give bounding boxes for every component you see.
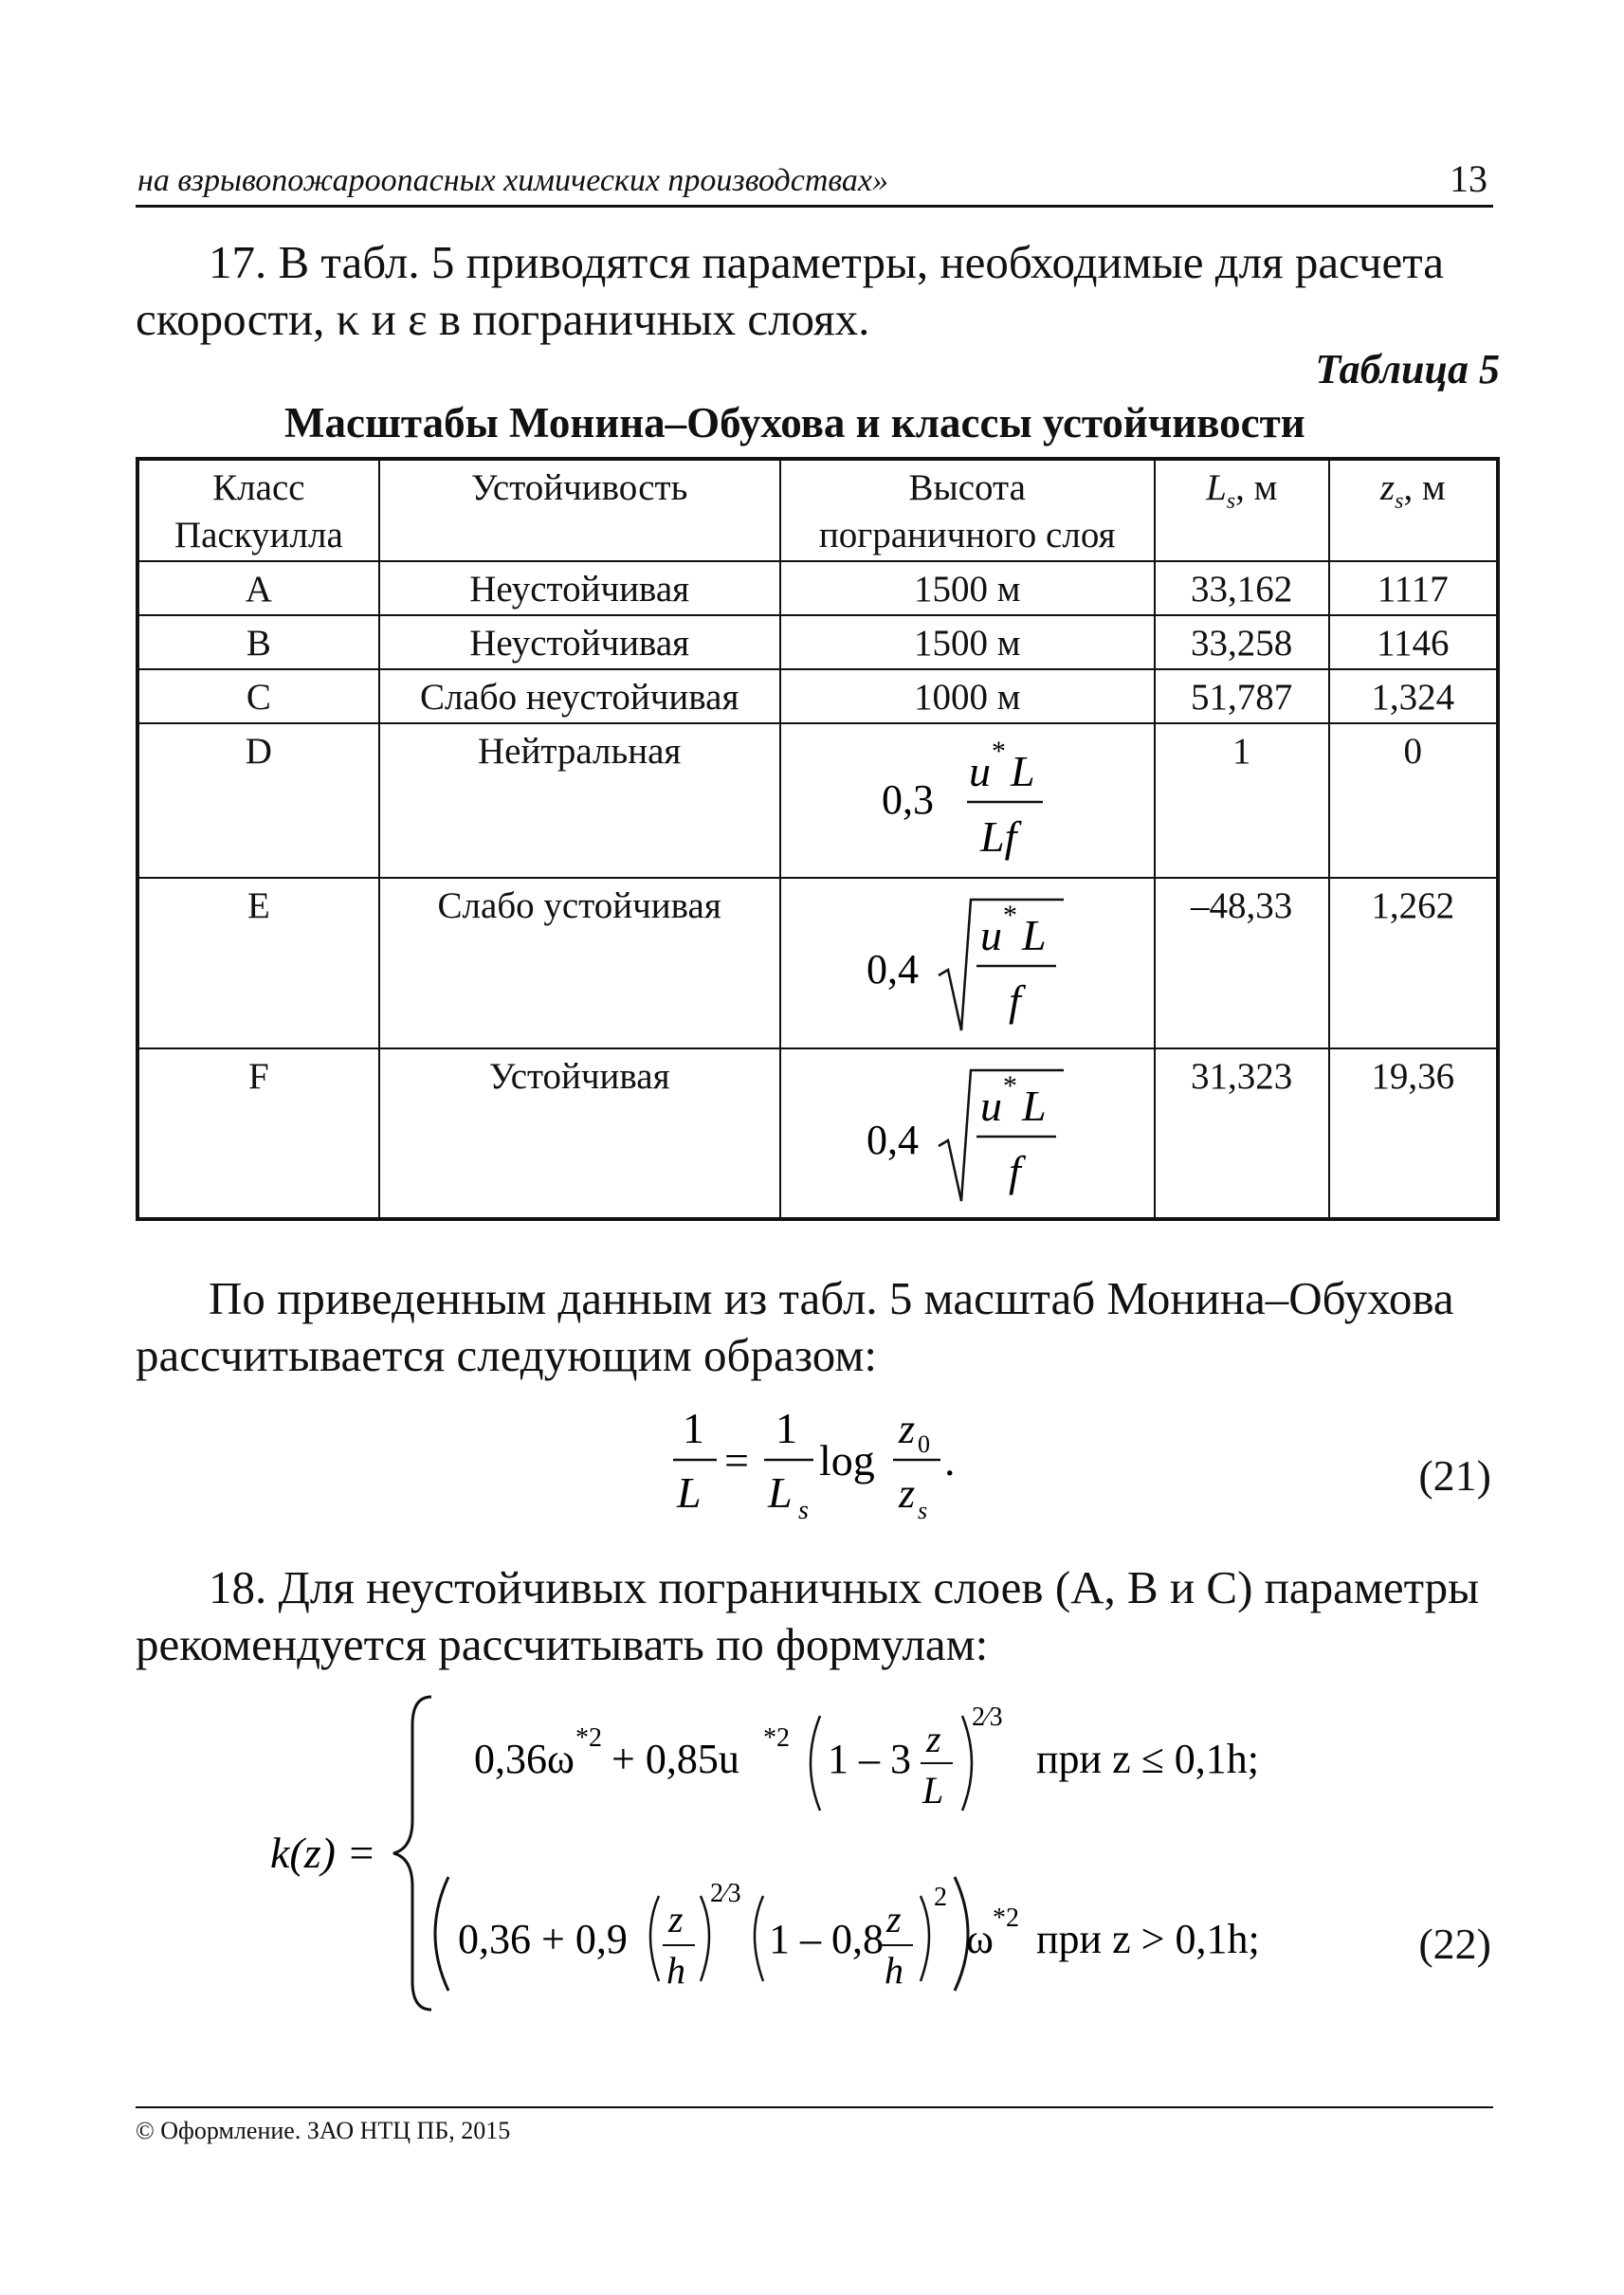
svg-text:f: f (1009, 1147, 1021, 1195)
cell-zs: 1146 (1329, 615, 1498, 669)
cell-ls: 51,787 (1155, 669, 1329, 723)
svg-text:log: log (819, 1436, 875, 1484)
svg-text:2: 2 (934, 1883, 947, 1912)
cell-height: 1000 м (780, 669, 1155, 723)
cell-class: F (137, 1048, 379, 1219)
svg-text:1 – 0,8: 1 – 0,8 (769, 1916, 884, 1962)
cell-stability: Устойчивая (379, 1048, 780, 1219)
cell-ls: –48,33 (1155, 878, 1329, 1048)
table-row (137, 878, 1498, 1048)
equation-21 (664, 1393, 986, 1536)
svg-text:ω: ω (966, 1916, 994, 1962)
svg-text:h: h (666, 1949, 685, 1992)
svg-text:=: = (724, 1436, 749, 1484)
table-row (137, 669, 1498, 723)
table-label: Таблица 5 (1315, 346, 1500, 392)
svg-text:L: L (1022, 911, 1047, 959)
cell-ls: 33,258 (1155, 615, 1329, 669)
svg-text:Lf: Lf (980, 812, 1017, 861)
cell-class: B (137, 615, 379, 669)
cell-stability: Слабо неустойчивая (379, 669, 780, 723)
svg-text:z: z (668, 1898, 684, 1940)
header-stability: Устойчивость (379, 459, 780, 561)
svg-text:0,36ω: 0,36ω (474, 1736, 575, 1782)
svg-text:f: f (1009, 976, 1021, 1025)
svg-text:L: L (1022, 1082, 1047, 1130)
cell-stability: Слабо устойчивая (379, 878, 780, 1048)
svg-text:*2: *2 (575, 1723, 602, 1753)
svg-text:0,4: 0,4 (867, 946, 920, 993)
svg-text:u: u (980, 911, 1003, 959)
svg-text:L: L (768, 1468, 793, 1517)
paragraph-after-line1: По приведенным данным из табл. 5 масштаб Монина–Обухова (209, 1272, 1454, 1324)
running-title: на взрывопожароопасных химических производствах» (137, 163, 889, 198)
svg-text:0,3: 0,3 (882, 776, 935, 823)
table-row (137, 1048, 1498, 1219)
footer-copyright: © Оформление. ЗАО НТЦ ПБ, 2015 (136, 2117, 511, 2144)
svg-text:L: L (677, 1468, 702, 1517)
cell-zs: 0 (1329, 723, 1498, 878)
svg-text:*: * (1003, 900, 1018, 931)
svg-text:1: 1 (683, 1404, 704, 1452)
table-5 (136, 457, 1500, 1221)
equation-22 (242, 1678, 1351, 2029)
paragraph-17-line2: скорости, κ и ε в пограничных слоях. (136, 293, 870, 345)
cell-ls: 1 (1155, 723, 1329, 878)
cell-zs: 1,324 (1329, 669, 1498, 723)
header-class: Класс Паскуилла (137, 459, 379, 561)
svg-text:*: * (992, 736, 1007, 767)
paragraph-18-line2: рекомендуется рассчитывать по формулам: (136, 1618, 989, 1670)
cell-stability: Нейтральная (379, 723, 780, 878)
svg-text:1 – 3: 1 – 3 (828, 1736, 911, 1782)
svg-text:L: L (922, 1769, 944, 1812)
table-title: Масштабы Монина–Обухова и классы устойчивости (284, 399, 1305, 446)
svg-text:0,36 + 0,9: 0,36 + 0,9 (458, 1916, 628, 1962)
cell-height-formula (780, 878, 1155, 1048)
header-zs: $z_s$, м (1329, 459, 1498, 561)
cell-zs: 19,36 (1329, 1048, 1498, 1219)
formula-d (872, 734, 1062, 866)
svg-text:*2: *2 (993, 1903, 1019, 1933)
footer-rule (136, 2106, 1493, 2108)
paragraph-after-line2: рассчитывается следующим образом: (136, 1329, 877, 1381)
svg-text:+ 0,85u: + 0,85u (611, 1736, 739, 1782)
running-header (136, 159, 1493, 208)
svg-text:0: 0 (918, 1430, 930, 1458)
svg-text:*2: *2 (763, 1723, 790, 1753)
cell-class: C (137, 669, 379, 723)
svg-text:2⁄3: 2⁄3 (710, 1879, 741, 1908)
svg-text:h: h (885, 1949, 903, 1992)
svg-text:при z > 0,1h;: при z > 0,1h; (1036, 1916, 1260, 1962)
svg-text:L: L (1011, 747, 1035, 795)
equation-21-number: (21) (1418, 1451, 1491, 1500)
cell-height-formula (780, 723, 1155, 878)
table-row (137, 615, 1498, 669)
svg-text:s: s (798, 1496, 809, 1525)
paragraph-17 (136, 234, 1501, 348)
svg-text:u: u (980, 1082, 1003, 1130)
cell-stability: Неустойчивая (379, 615, 780, 669)
svg-text:*: * (1003, 1070, 1018, 1102)
table-row (137, 723, 1498, 878)
svg-text:k(z) =: k(z) = (270, 1829, 376, 1877)
cell-class: E (137, 878, 379, 1048)
svg-text:0,4: 0,4 (867, 1117, 920, 1163)
svg-text:z: z (926, 1718, 941, 1760)
cell-stability: Неустойчивая (379, 561, 780, 615)
svg-text:z: z (899, 1470, 916, 1517)
svg-text:z: z (899, 1406, 916, 1452)
header-height: Высота пограничного слоя (780, 459, 1155, 561)
formula-e (863, 888, 1071, 1040)
cell-ls: 31,323 (1155, 1048, 1329, 1219)
svg-text:.: . (944, 1436, 956, 1484)
equation-22-number: (22) (1418, 1920, 1491, 1968)
cell-class: D (137, 723, 379, 878)
svg-text:u: u (969, 747, 992, 795)
formula-f (863, 1059, 1071, 1211)
table-header-row (137, 459, 1498, 561)
cell-ls: 33,162 (1155, 561, 1329, 615)
cell-class: A (137, 561, 379, 615)
paragraph-18 (136, 1559, 1501, 1673)
svg-text:при z ≤ 0,1h;: при z ≤ 0,1h; (1036, 1736, 1259, 1782)
cell-zs: 1,262 (1329, 878, 1498, 1048)
svg-text:1: 1 (776, 1404, 797, 1452)
cell-height: 1500 м (780, 561, 1155, 615)
svg-text:s: s (918, 1497, 928, 1524)
cell-height-formula (780, 1048, 1155, 1219)
cell-zs: 1117 (1329, 561, 1498, 615)
paragraph-17-line1: 17. В табл. 5 приводятся параметры, необходимые для расчета (209, 236, 1445, 288)
paragraph-18-line1: 18. Для неустойчивых пограничных слоев (A, B и C) параметры (209, 1561, 1480, 1613)
paragraph-after-table (136, 1270, 1501, 1384)
table-row (137, 561, 1498, 615)
page-number: 13 (1450, 157, 1487, 200)
header-ls: $L_s$, м (1155, 459, 1329, 561)
svg-text:z: z (886, 1898, 902, 1940)
cell-height: 1500 м (780, 615, 1155, 669)
svg-text:2⁄3: 2⁄3 (972, 1703, 1003, 1732)
